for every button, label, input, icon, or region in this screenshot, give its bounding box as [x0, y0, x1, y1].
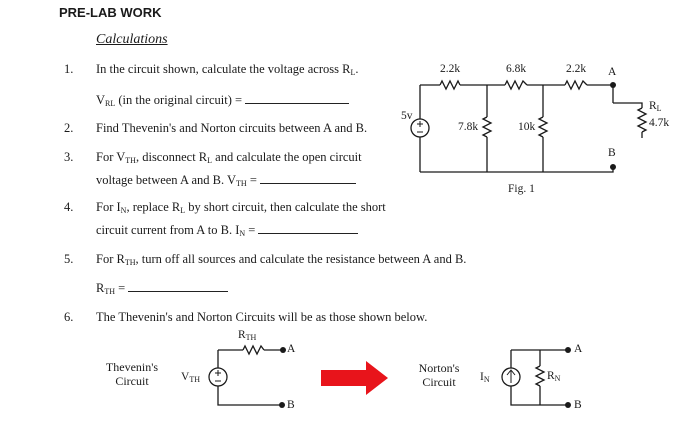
q2-number: 2. — [64, 121, 74, 135]
q1-answer-line: $V_{RL}$ (in the original circuit) = — [96, 92, 349, 111]
q4-text: For $I_N$, replace $R_L$ by short circuit, then calculate the short — [96, 200, 386, 215]
norton-arrow-icon — [507, 370, 515, 383]
q1-number: 1. — [64, 62, 74, 76]
thev-plus-icon — [215, 370, 221, 376]
thev-node-b-label: B — [287, 399, 295, 411]
thev-source-label: $V_{TH}$ — [181, 371, 200, 384]
thevenin-circuit — [209, 346, 283, 405]
node-a-dot — [610, 82, 616, 88]
thev-node-a-label: A — [287, 343, 296, 355]
wire-rl-top — [613, 103, 642, 108]
norton-node-a-dot — [565, 347, 571, 353]
figure-caption: Fig. 1 — [508, 183, 535, 195]
wire-top-right — [587, 85, 613, 103]
q5-number: 5. — [64, 252, 74, 266]
q2-text: Find Thevenin's and Norton circuits between A and B. — [96, 121, 368, 135]
r5-label: 2.2k — [566, 63, 587, 75]
q3-text: For $V_{TH}$, disconnect $R_L$ and calculate the open circuit — [96, 150, 362, 165]
q6-text: The Thevenin's and Norton Circuits will be as those shown below. — [96, 310, 428, 324]
q5-answer-line: $R_{TH}$ = — [96, 280, 228, 299]
resistor-rl — [638, 108, 646, 132]
norton-resistor — [536, 366, 544, 386]
rl-value-label: 4.7k — [649, 117, 670, 129]
norton-node-a-label: A — [574, 343, 583, 355]
resistor-r1 — [440, 81, 460, 89]
resistor-r3 — [505, 81, 527, 89]
r4-label: 10k — [518, 121, 536, 133]
norton-node-b-label: B — [574, 399, 582, 411]
thev-node-b-dot — [279, 402, 285, 408]
node-a-label: A — [608, 66, 617, 78]
q4-number: 4. — [64, 200, 74, 214]
q4-answer-line: circuit current from A to B. $I_N$ = — [96, 222, 358, 241]
q3-number: 3. — [64, 150, 74, 164]
r1-label: 2.2k — [440, 63, 461, 75]
q3-answer-line: voltage between A and B. $V_{TH}$ = — [96, 172, 356, 191]
resistor-r5 — [565, 81, 587, 89]
norton-resistor-label: $R_N$ — [547, 370, 561, 383]
thev-wire-bottom — [218, 386, 282, 405]
norton-source-label: $I_N$ — [480, 371, 490, 384]
q5-text: For $R_{TH}$, turn off all sources and calculate the resistance between A and B. — [96, 252, 467, 267]
section-title: Calculations — [96, 32, 168, 47]
node-b-label: B — [608, 147, 616, 159]
norton-node-b-dot — [565, 402, 571, 408]
rl-label: $R_L$ — [649, 100, 662, 113]
page-title: PRE-LAB WORK — [59, 5, 162, 20]
thev-node-a-dot — [280, 347, 286, 353]
arrow-icon — [321, 361, 388, 395]
resistor-r2 — [483, 117, 491, 137]
r2-label: 7.8k — [458, 121, 479, 133]
wire-bottom — [420, 167, 613, 172]
norton-label: Norton's Circuit — [418, 361, 460, 389]
thev-resistor — [243, 346, 264, 354]
thev-resistor-label: $R_{TH}$ — [238, 329, 257, 342]
source-label: 5v — [401, 110, 413, 122]
resistor-r4 — [539, 117, 547, 137]
plus-mark-icon — [417, 121, 423, 127]
thevenin-label: Thevenin's Circuit — [105, 360, 159, 388]
node-b-dot — [610, 164, 616, 170]
r3-label: 6.8k — [506, 63, 527, 75]
q6-number: 6. — [64, 310, 74, 324]
q1-text: In the circuit shown, calculate the voltage across $R_L$. — [96, 62, 359, 77]
